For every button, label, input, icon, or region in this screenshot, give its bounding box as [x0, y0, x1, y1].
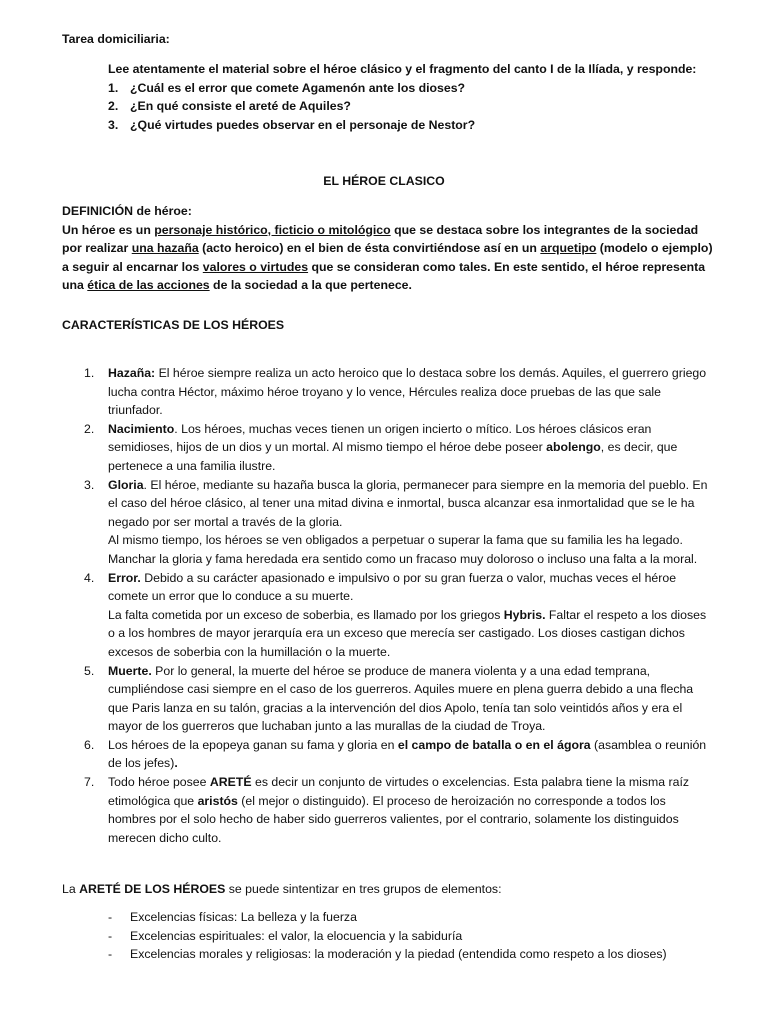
item-extra: Al mismo tiempo, los héroes se ven obligados a perpetuar o superar la fama que su familia les ha legado. Manchar la gloria y fama heredada era sentido como un fracaso muy doloroso o incluso una falta a la moral.: [108, 533, 698, 566]
item-body: El héroe siempre realiza un acto heroico que lo destaca sobre los demás. Aquiles, el guerrero griego lucha contra Héctor, máximo héroe troyano y lo vence, Hércules realiza doce pruebas de las que sale triunfador.: [108, 366, 707, 418]
definition-segment: Un héroe es un: [62, 222, 155, 237]
item-body: . El héroe, mediante su hazaña busca la gloria, permanecer para siempre en la memoria del pueblo. En el caso del héroe clásico, al tener una mitad divina e inmortal, busca alcanzar esa inmortalidad que se le ha negado por ser mortal a través de la gloria.: [108, 477, 708, 529]
item-body: (el mejor o distinguido). El proceso de heroización no corresponde a todos los hombres por el solo hecho de haber sido guerreros valientes, por el contrario, solamente los distinguidos merecen dicho culto.: [108, 793, 679, 845]
item-number: 3.: [84, 477, 95, 492]
arete-item-text: Excelencias espirituales: el valor, la elocuencia y la sabiduría: [130, 928, 463, 943]
definition-underlined: arquetipo: [540, 241, 597, 256]
characteristic-item: [84, 476, 716, 569]
item-body: (asamblea o reunión de los jefes): [108, 737, 707, 771]
item-number: 7.: [84, 775, 95, 790]
characteristic-item: [84, 662, 716, 736]
item-number: 4.: [84, 570, 95, 585]
item-term: Error.: [108, 570, 141, 585]
item-body: es decir un conjunto de virtudes o excelencias. Esta palabra tiene la misma raíz etimológica que: [108, 775, 690, 808]
definition-label: DEFINICIÓN de héroe:: [62, 204, 192, 218]
question-text: ¿Cuál es el error que comete Agamenón ante los dioses?: [130, 80, 466, 95]
dash-bullet: -: [108, 947, 113, 962]
arete-intro-text: La: [62, 882, 80, 896]
item-bold: .: [174, 756, 178, 771]
arete-list: [108, 908, 708, 964]
definition-segment: que se consideran como tales. En este sentido, el héroe representa una: [62, 259, 706, 293]
question-number: 2.: [108, 99, 119, 114]
definition-segment: (acto heroico) en el bien de ésta convirtiéndose así en un: [198, 241, 541, 256]
dash-bullet: -: [108, 910, 113, 924]
arete-item: [108, 908, 708, 927]
item-number: 6.: [84, 737, 95, 752]
characteristic-item: [84, 773, 716, 847]
question-text: ¿En qué consiste el areté de Aquiles?: [130, 99, 351, 114]
question-item: [108, 116, 708, 135]
arete-item-text: Excelencias morales y religiosas: la moderación y la piedad (entendida como respeto a los dioses): [130, 947, 667, 962]
definition-segment: que se destaca sobre los integrantes de la sociedad por realizar: [62, 222, 699, 256]
dash-bullet: -: [108, 928, 113, 943]
arete-intro-text: se puede sintentizar en tres grupos de elementos:: [225, 882, 502, 896]
item-body: Debido a su carácter apasionado e impulsivo o por su gran fuerza o valor, muchas veces el héroe comete un error que lo conduce a su muerte.: [108, 570, 677, 604]
task-block: [108, 60, 708, 134]
item-body: Faltar el respeto a los dioses o a los hombres de mayor jerarquía era un exceso que merecía ser castigado. Los dioses castigan dichos excesos de soberbia con la humillación o la muerte.: [108, 607, 707, 659]
definition-underlined: ética de las acciones: [87, 278, 210, 293]
question-item: [108, 97, 708, 116]
question-number: 1.: [108, 80, 119, 95]
item-term: Muerte.: [108, 663, 152, 678]
definition-underlined: personaje histórico, ficticio o mitológico: [154, 222, 391, 237]
arete-intro-bold: ARETÉ DE LOS HÉROES: [79, 882, 226, 896]
item-bold: ARETÉ: [209, 775, 252, 790]
item-text: [108, 662, 716, 736]
arete-item: [108, 945, 708, 964]
item-text: [108, 736, 716, 773]
characteristic-item: [84, 736, 716, 773]
question-list: [108, 79, 708, 135]
item-text: [108, 364, 716, 420]
item-bold: Hybris.: [503, 607, 546, 622]
question-number: 3.: [108, 117, 119, 132]
task-title: Tarea domiciliaria:: [62, 32, 170, 46]
question-text: ¿Qué virtudes puedes observar en el personaje de Nestor?: [130, 117, 476, 132]
item-text: [108, 420, 716, 476]
item-text: [108, 773, 716, 847]
definition-segment: (modelo o ejemplo) a seguir al encarnar los: [62, 241, 713, 274]
item-term: Nacimiento: [108, 421, 175, 436]
item-number: 1.: [84, 366, 95, 380]
definition-block: [62, 202, 714, 295]
item-body: . Los héroes, muchas veces tienen un origen incierto o mítico. Los héroes clásicos eran semidioses, hijos de un dios y un mortal. Al mismo tiempo el héroe debe poseer: [108, 421, 652, 455]
item-extra: [108, 606, 716, 662]
arete-intro: [62, 880, 502, 899]
item-body: La falta cometida por un exceso de soberbia, es llamado por los griegos: [108, 607, 504, 622]
item-term: Hazaña:: [108, 366, 156, 380]
characteristics-heading: CARACTERÍSTICAS DE LOS HÉROES: [62, 318, 285, 332]
definition-underlined: una hazaña: [131, 241, 199, 256]
item-bold: el campo de batalla o en el ágora: [397, 737, 591, 752]
item-text: [108, 476, 716, 532]
item-bold: aristós: [197, 793, 238, 808]
item-body: Todo héroe posee: [108, 775, 210, 790]
question-item: [108, 79, 708, 98]
item-body: Los héroes de la epopeya ganan su fama y gloria en: [108, 737, 398, 752]
item-body: Por lo general, la muerte del héroe se produce de manera violenta y a una edad temprana, cumpliéndose casi siempre en el caso de los guerreros. Aquiles muere en plena guerra debido a una flecha que Paris lanza en su talón, gracias a la intervención del dios Apolo, tenía tan solo veintidós años y era el mayor de los guerreros que luchaban junto a las murallas de la ciudad de Troya.: [108, 663, 694, 734]
definition-segment: de la sociedad a la que pertenece.: [209, 278, 412, 293]
item-number: 5.: [84, 663, 95, 678]
section-heading: EL HÉROE CLASICO: [323, 174, 445, 188]
characteristics-list: [84, 364, 716, 847]
definition-text: [62, 221, 714, 295]
characteristic-item: [84, 364, 716, 420]
characteristic-item: [84, 569, 716, 662]
arete-item: [108, 927, 708, 946]
item-number: 2.: [84, 421, 95, 436]
item-bold: abolengo: [546, 440, 601, 455]
item-text: [108, 569, 716, 606]
task-instruction: Lee atentamente el material sobre el héroe clásico y el fragmento del canto I de la Ilíada, y responde:: [108, 62, 697, 76]
definition-underlined: valores o virtudes: [202, 259, 309, 274]
characteristic-item: [84, 420, 716, 476]
item-term: Gloria: [108, 477, 144, 492]
arete-item-text: Excelencias físicas: La belleza y la fuerza: [130, 910, 357, 924]
item-body: , es decir, que pertenece a una familia ilustre.: [108, 440, 678, 473]
